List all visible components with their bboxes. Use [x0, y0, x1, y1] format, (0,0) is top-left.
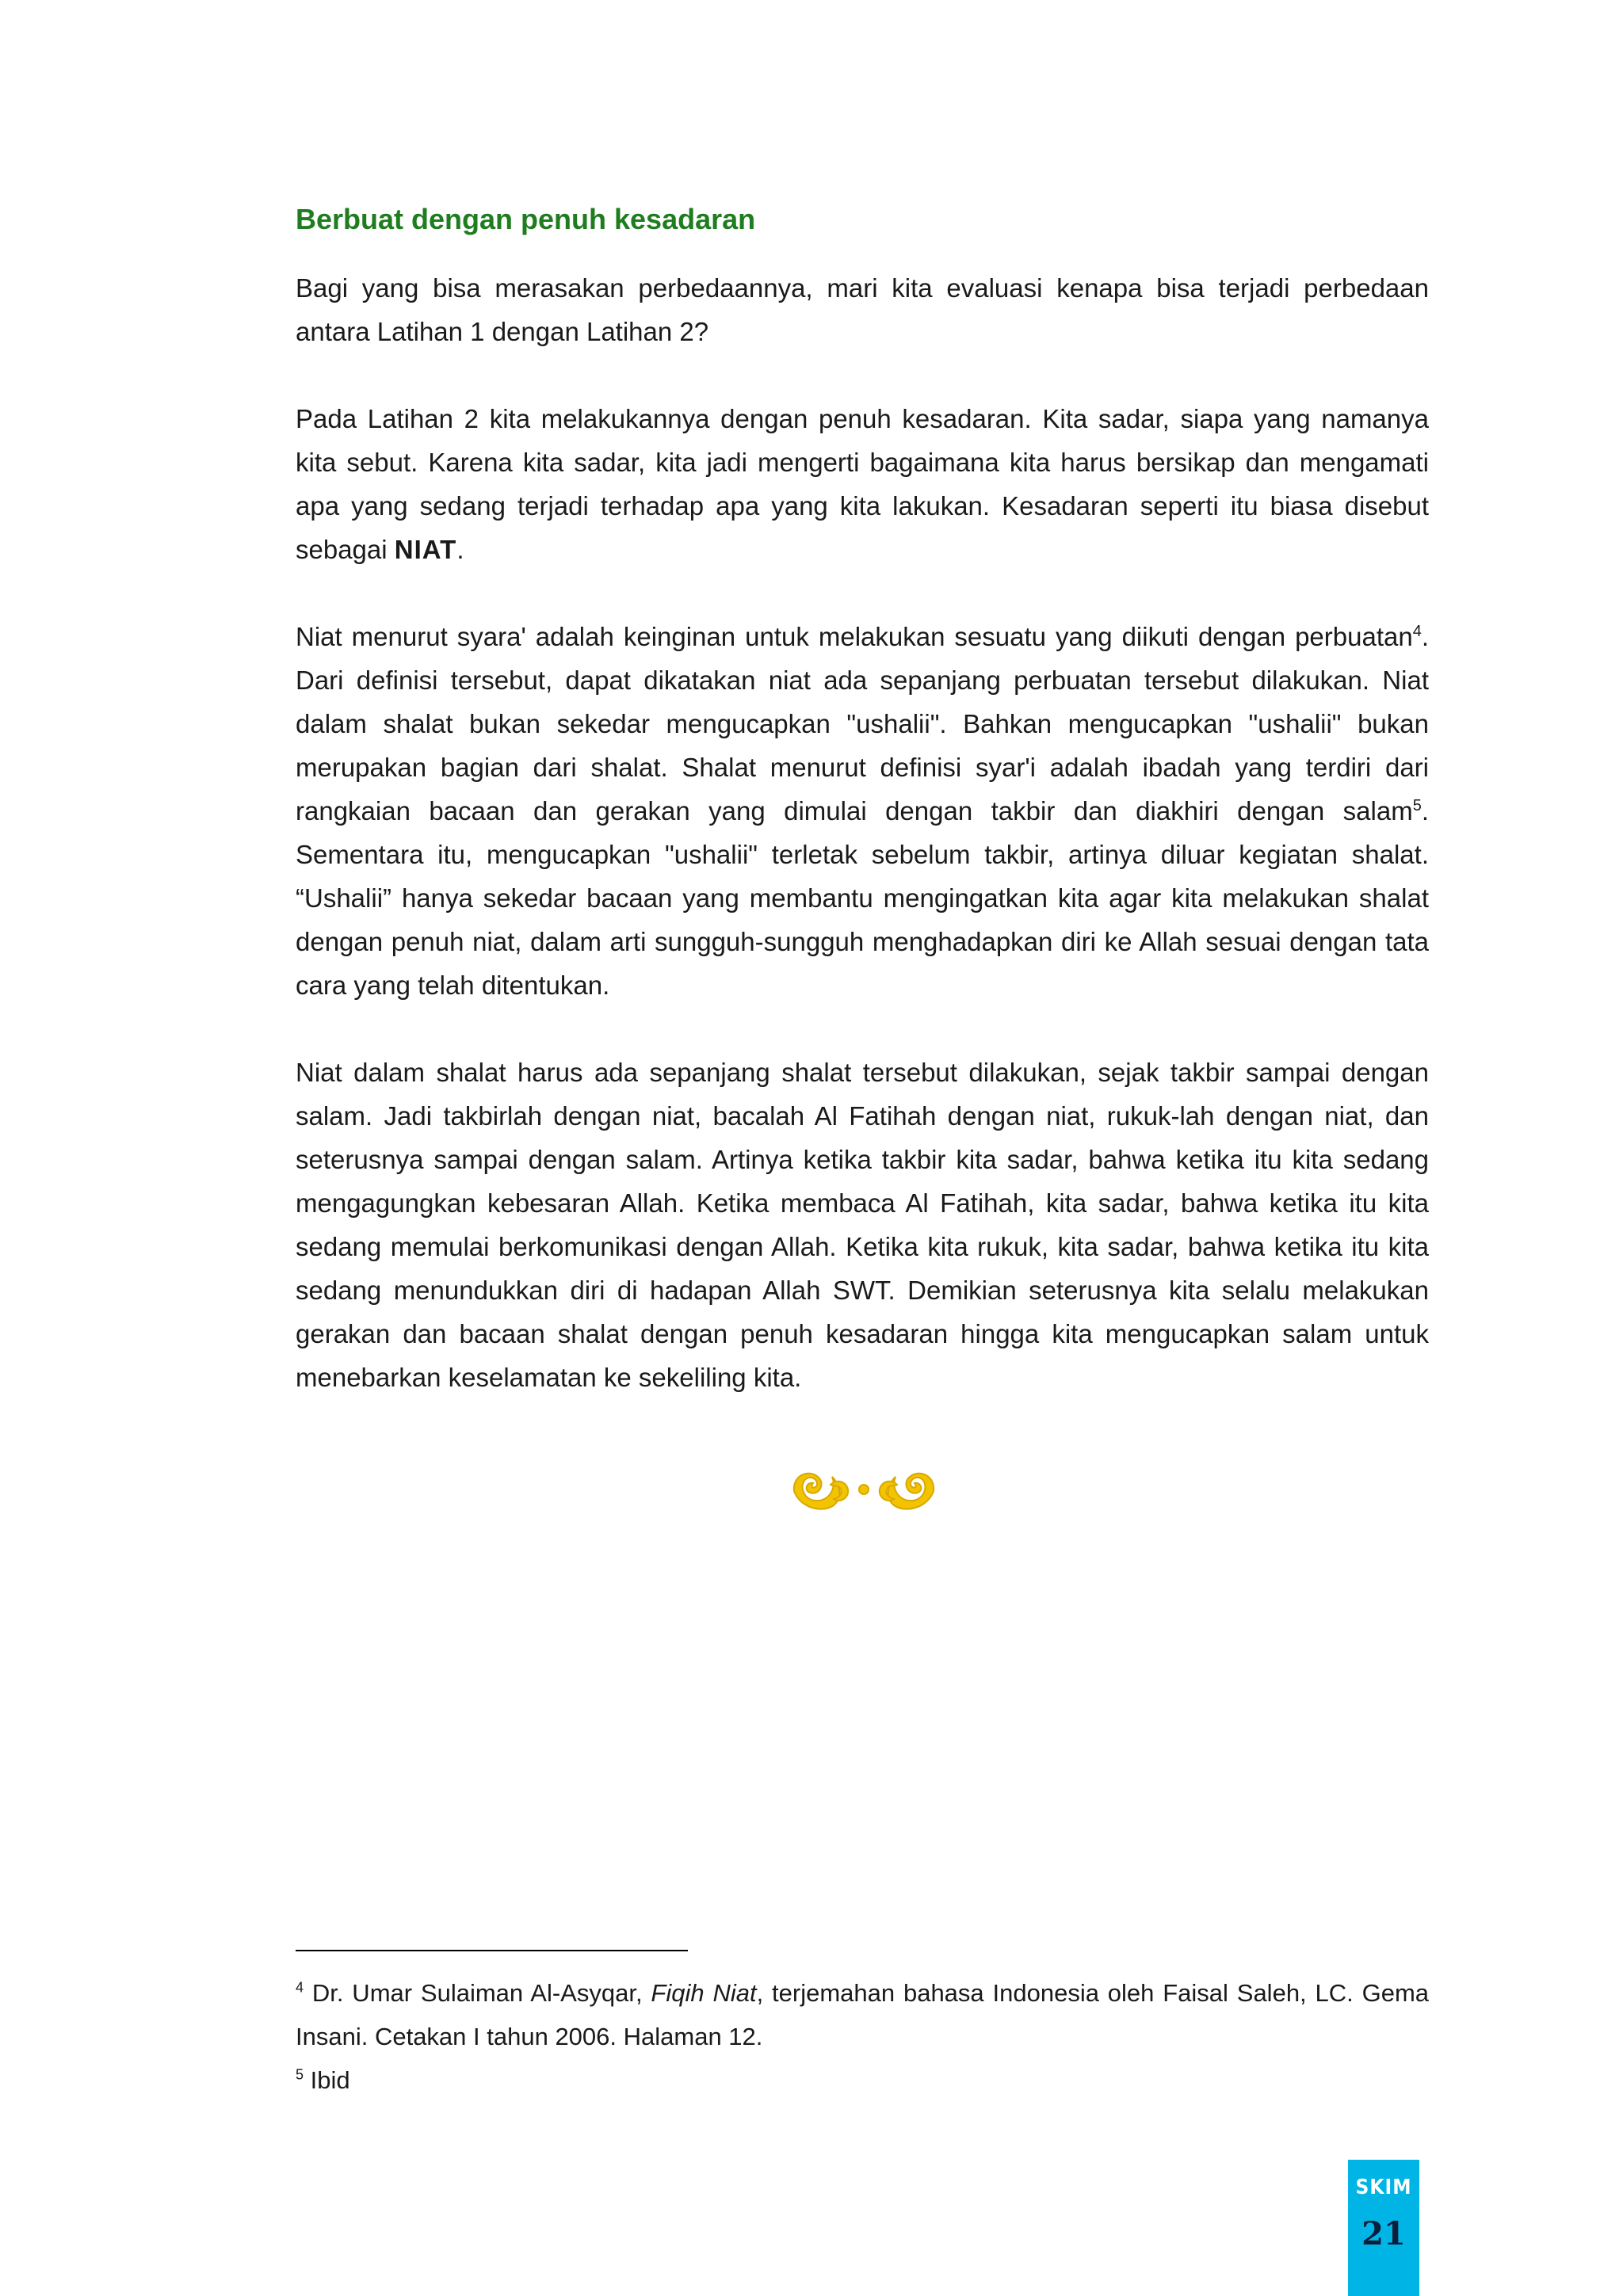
paragraph-4: [296, 1051, 1429, 1399]
paragraph-2: [296, 397, 1429, 571]
footnote-separator: [296, 1950, 688, 1951]
footnotes: [296, 1971, 1429, 2102]
paragraph-2-end: .: [456, 535, 464, 564]
footnote-5: [296, 2058, 1429, 2102]
footnote-4-pre: Dr. Umar Sulaiman Al-Asyqar,: [304, 1979, 651, 2007]
footnote-5-text: Ibid: [304, 2066, 350, 2094]
niat-emphasis: NIAT: [394, 535, 457, 564]
paragraph-3: [296, 615, 1429, 1007]
section-heading: Berbuat dengan penuh kesadaran: [296, 203, 756, 235]
paragraph-3-text-b: . Dari definisi tersebut, dapat dikatakan niat ada sepanjang perbuatan tersebut dilakukan. Niat dalam shalat bukan sekedar mengucapkan "ushalii". Bahkan mengucapkan "ushalii" bukan merupakan bagian dari shalat. Shalat menurut definisi syar'i adalah ibadah yang terdiri dari rangkaian bacaan dan gerakan yang dimulai dengan takbir dan diakhiri dengan salam: [296, 622, 1429, 826]
page-badge: [1348, 2160, 1419, 2296]
main-content: [296, 198, 1429, 1443]
footnote-4-marker: 4: [296, 1979, 304, 1996]
footnote-4: [296, 1971, 1429, 2058]
paragraph-2-text: Pada Latihan 2 kita melakukannya dengan penuh kesadaran. Kita sadar, siapa yang namanya kita sebut. Karena kita sadar, kita jadi mengerti bagaimana kita harus bersikap dan mengamati apa yang sedang terjadi terhadap apa yang kita lakukan. Kesadaran seperti itu biasa disebut sebagai: [296, 404, 1429, 564]
paragraph-1: [296, 266, 1429, 353]
decorative-scroll-ornament-icon: [785, 1458, 943, 1521]
page-number: 21: [1361, 2215, 1406, 2252]
footnote-5-marker: 5: [296, 2066, 304, 2083]
footnote-ref-5[interactable]: 5: [1412, 797, 1422, 814]
footnote-4-book-title: Fiqih Niat: [651, 1979, 757, 2007]
badge-label: SKIM: [1355, 2176, 1412, 2199]
paragraph-4-text: Niat dalam shalat harus ada sepanjang shalat tersebut dilakukan, sejak takbir sampai dengan salam. Jadi takbirlah dengan niat, bacalah Al Fatihah dengan niat, rukuk-lah dengan niat, dan seterusnya sampai dengan salam. Artinya ketika takbir kita sadar, bahwa ketika itu kita sedang mengagungkan kebesaran Allah. Ketika membaca Al Fatihah, kita sadar, bahwa ketika itu kita sedang memulai berkomunikasi dengan Allah. Ketika kita rukuk, kita sadar, bahwa ketika itu kita sedang menundukkan diri di hadapan Allah SWT. Demikian seterusnya kita selalu melakukan gerakan dan bacaan shalat dengan penuh kesadaran hingga kita mengucapkan salam untuk menebarkan keselamatan ke sekeliling kita.: [296, 1058, 1429, 1392]
footnote-ref-4[interactable]: 4: [1412, 623, 1422, 640]
paragraph-3-text-a: Niat menurut syara' adalah keinginan untuk melakukan sesuatu yang diikuti dengan perbuatan: [296, 622, 1413, 651]
footnote-4-post: , terjemahan bahasa Indonesia oleh Faisal Saleh, LC. Gema Insani. Cetakan I tahun 2006. Halaman 12.: [296, 1979, 1430, 2050]
paragraph-1-text: Bagi yang bisa merasakan perbedaannya, mari kita evaluasi kenapa bisa terjadi perbedaan antara Latihan 1 dengan Latihan 2?: [296, 273, 1429, 346]
paragraph-3-text-c: . Sementara itu, mengucapkan "ushalii" terletak sebelum takbir, artinya diluar kegiatan shalat. “Ushalii” hanya sekedar bacaan yang membantu mengingatkan kita agar kita melakukan shalat dengan penuh niat, dalam arti sungguh-sungguh menghadapkan diri ke Allah sesuai dengan tata cara yang telah ditentukan.: [296, 796, 1429, 1000]
